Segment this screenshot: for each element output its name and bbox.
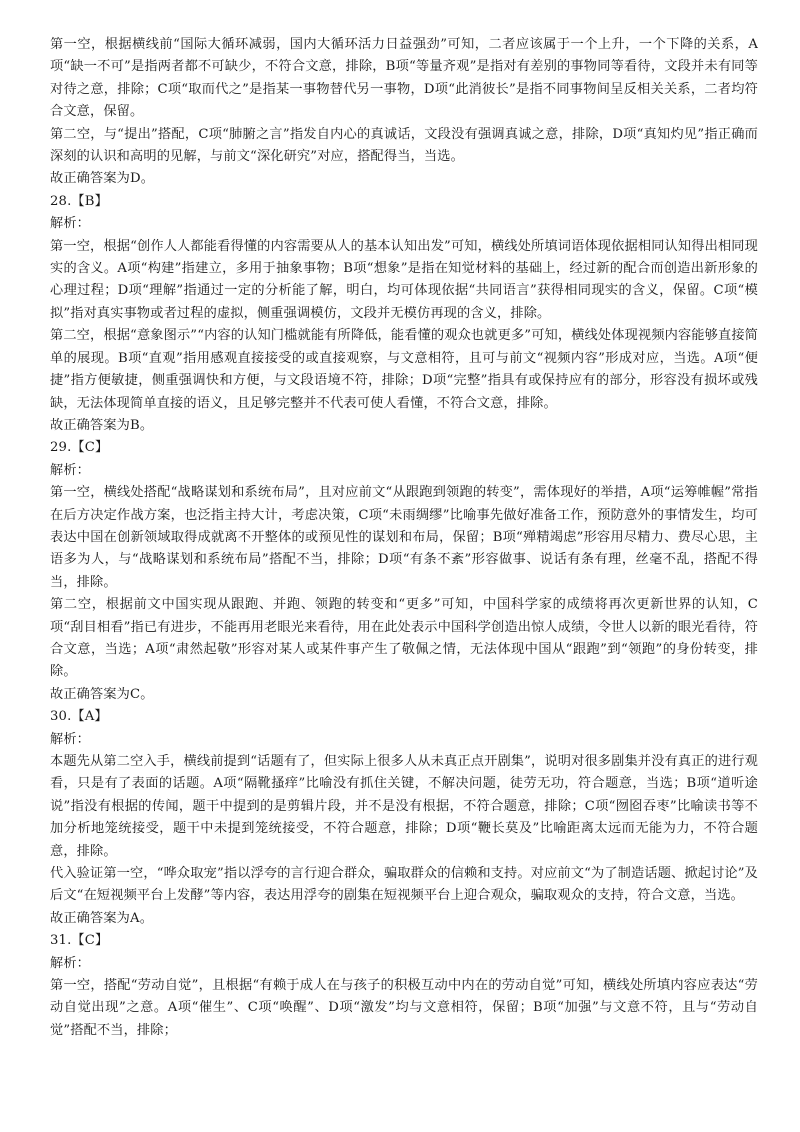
answer-line: 故正确答案为A。	[50, 910, 154, 926]
analysis-label: 解析：	[50, 731, 91, 747]
paragraph: 代入验证第一空，“哗众取宠”指以浮夸的言行迎合群众，骗取群众的信赖和支持。对应前文“为了制造话题、掀起讨论”及后文“在短视频平台上发酵”等内容，表达用浮夸的剧集在短视频平台上迎合观众，骗取观众的支持，符合文意，当选。	[50, 866, 758, 904]
paragraph: 第一空，横线处搭配“战略谋划和系统布局”，且对应前文“从跟跑到领跑的转变”，需体现好的举措，A项“运筹帷幄”常指在后方决定作战方案，也泛指主持大计，考虑决策，C项“未雨绸缪”比喻事先做好准备工作，预防意外的事情发生，均可表达中国在创新领域取得成就离不开整体的或预见性的谋划和布局，保留；B项“殚精竭虑”形容用尽精力、费尽心思，主语多为人，与“战略谋划和系统布局”搭配不当，排除；D项“有条不紊”形容做事、说话有条有理，丝毫不乱，搭配不得当，排除。	[50, 485, 758, 590]
analysis-label: 解析：	[50, 955, 91, 971]
analysis-label: 解析：	[50, 216, 91, 232]
document-body	[50, 34, 758, 1042]
question-number: 30.【A】	[50, 709, 108, 725]
question-number: 31.【C】	[50, 933, 109, 949]
question-number: 28.【B】	[50, 193, 108, 209]
paragraph: 第二空，根据前文中国实现从跟跑、并跑、领跑的转变和“更多”可知，中国科学家的成绩将再次更新世界的认知，C项“刮目相看”指已有进步，不能再用老眼光来看待，用在此处表示中国科学创造出惊人成绩，令世人以新的眼光看待，符合文意，当选；A项“肃然起敬”形容对某人或某件事产生了敬佩之情，无法体现中国从“跟跑”到“领跑”的身份转变，排除。	[50, 597, 758, 680]
answer-line: 故正确答案为D。	[50, 171, 155, 187]
paragraph: 第一空，搭配“劳动自觉”，且根据“有赖于成人在与孩子的积极互动中内在的劳动自觉”可知，横线处所填内容应表达“劳动自觉出现”之意。A项“催生”、C项“唤醒”、D项“激发”均与文意相符，保留；B项“加强”与文意不符，且与“劳动自觉”搭配不当，排除；	[50, 978, 758, 1038]
paragraph: 第一空，根据横线前“国际大循环减弱，国内大循环活力日益强劲”可知，二者应该属于一个上升，一个下降的关系，A项“缺一不可”是指两者都不可缺少，不符合文意，排除，B项“等量齐观”是指对有差别的事物同等看待，文段并未有同等对待之意，排除；C项“取而代之”是指某一事物替代另一事物，D项“此消彼长”是指不同事物间呈反相关关系，二者均符合文意，保留。	[50, 37, 758, 120]
answer-line: 故正确答案为B。	[50, 417, 154, 433]
paragraph: 第一空，根据“创作人人都能看得懂的内容需要从人的基本认知出发”可知，横线处所填词语体现依据相同认知得出相同现实的含义。A项“构建”指建立，多用于抽象事物；B项“想象”是指在知觉材料的基础上，经过新的配合而创造出新形象的心理过程；D项“理解”指通过一定的分析能了解，明白，均可体现依据“共同语言”获得相同现实的含义，保留。C项“模拟”指对真实事物或者过程的虚拟，侧重强调模仿，文段并无模仿再现的含义，排除。	[50, 238, 758, 321]
analysis-label: 解析：	[50, 462, 91, 478]
answer-line: 故正确答案为C。	[50, 686, 154, 702]
question-number: 29.【C】	[50, 440, 109, 456]
paragraph: 本题先从第二空入手，横线前提到“话题有了，但实际上很多人从未真正点开剧集”，说明对很多剧集并没有真正的进行观看，只是有了表面的话题。A项“隔靴搔痒”比喻没有抓住关键，不解决问题，徒劳无功，符合题意，当选；B项“道听途说”指没有根据的传闻，题干中提到的是剪辑片段，并不是没有根据，不符合题意，排除；C项“囫囵吞枣”比喻读书等不加分析地笼统接受，题干中未提到笼统接受，不符合题意，排除；D项“鞭长莫及”比喻距离太远而无能为力，不符合题意，排除。	[50, 754, 758, 859]
paragraph: 第二空，与“提出”搭配，C项“肺腑之言”指发自内心的真诚话，文段没有强调真诚之意，排除，D项“真知灼见”指正确而深刻的认识和高明的见解，与前文“深化研究”对应，搭配得当，当选。	[50, 126, 758, 165]
paragraph: 第二空，根据“意象图示”“内容的认知门槛就能有所降低，能看懂的观众也就更多”可知，横线处体现视频内容能够直接简单的展现。B项“直观”指用感观直接接受的或直接观察，与文意相符，且可与前文“视频内容”形成对应，当选。A项“便捷”指方便敏捷，侧重强调快和方便，与文段语境不符，排除；D项“完整”指具有或保持应有的部分，形容没有损坏或残缺，无法体现简单直接的语义，且足够完整并不代表可使人看懂，不符合文意，排除。	[50, 328, 758, 411]
